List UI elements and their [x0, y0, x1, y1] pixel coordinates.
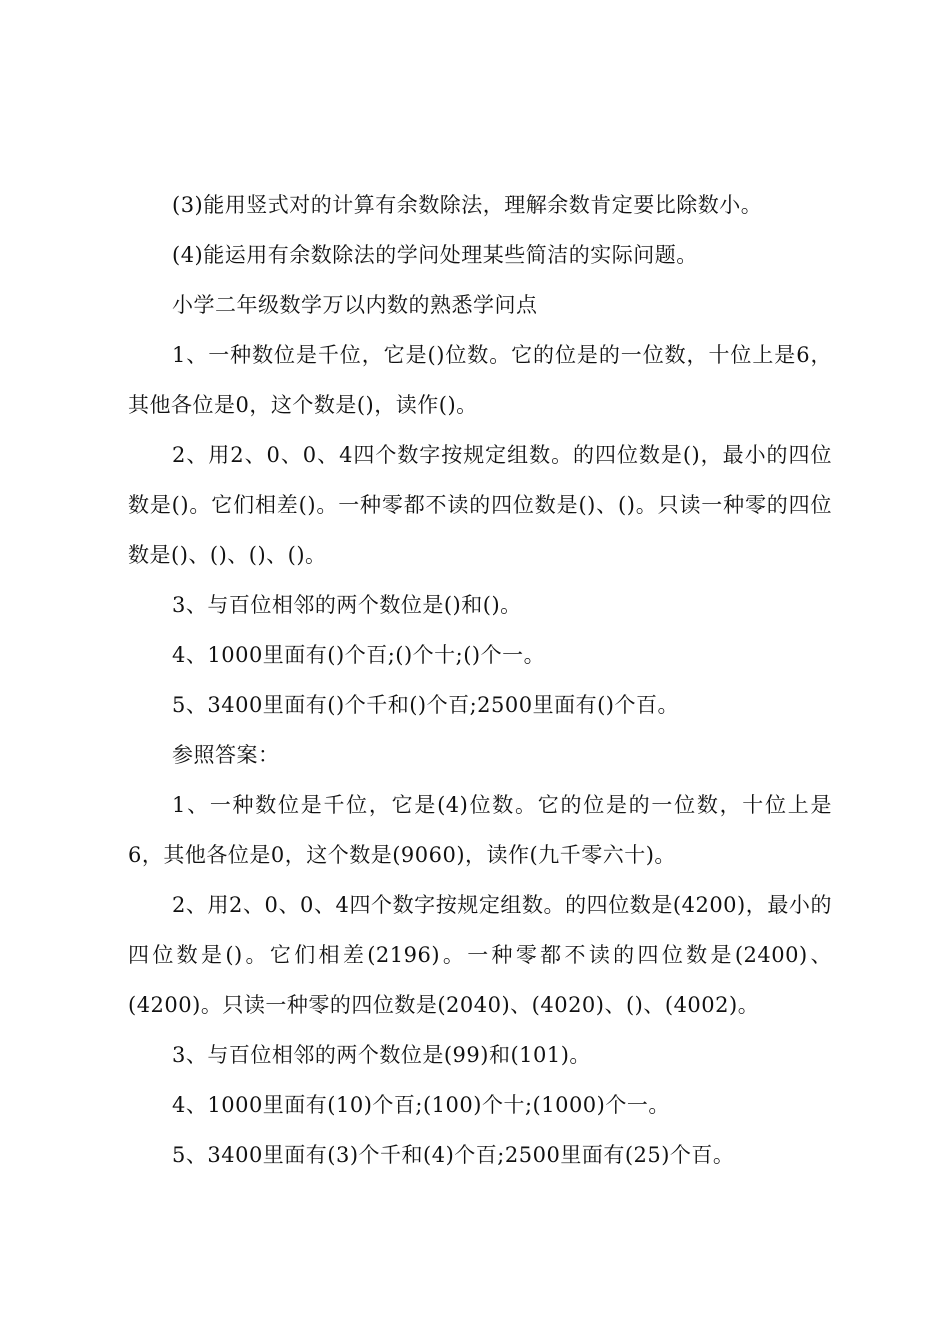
document-body	[128, 180, 832, 1180]
answer-4: 4、1000里面有(10)个百;(100)个十;(1000)个一。	[172, 1093, 670, 1117]
question-5: 5、3400里面有()个千和()个百;2500里面有()个百。	[172, 693, 679, 717]
answer-3: 3、与百位相邻的两个数位是(99)和(101)。	[172, 1043, 591, 1067]
question-4: 4、1000里面有()个百;()个十;()个一。	[172, 643, 546, 667]
answer-1: 1、一种数位是千位，它是(4)位数。它的位是的一位数，十位上是6，其他各位是0，这个数是(9060)，读作(九千零六十)。	[128, 793, 832, 867]
question-2: 2、用2、0、0、4四个数字按规定组数。的四位数是()，最小的四位数是()。它们相差()。一种零都不读的四位数是()、()。只读一种零的四位数是()、()、()、()。	[128, 443, 832, 567]
answers-heading: 参照答案：	[172, 743, 280, 767]
paragraph-division-application: (4)能运用有余数除法的学问处理某些简洁的实际问题。	[172, 243, 698, 267]
section-heading: 小学二年级数学万以内数的熟悉学问点	[172, 293, 538, 317]
paragraph-division-vertical: (3)能用竖式对的计算有余数除法，理解余数肯定要比除数小。	[172, 193, 763, 217]
question-3: 3、与百位相邻的两个数位是()和()。	[172, 593, 522, 617]
answer-2: 2、用2、0、0、4四个数字按规定组数。的四位数是(4200)，最小的四位数是()。它们相差(2196)。一种零都不读的四位数是(2400)、(4200)。只读一种零的四位数是(2040)、(4020)、()、(4002)。	[128, 893, 832, 1017]
question-1: 1、一种数位是千位，它是()位数。它的位是的一位数，十位上是6，其他各位是0，这个数是()，读作()。	[128, 343, 832, 417]
answer-5: 5、3400里面有(3)个千和(4)个百;2500里面有(25)个百。	[172, 1143, 735, 1167]
